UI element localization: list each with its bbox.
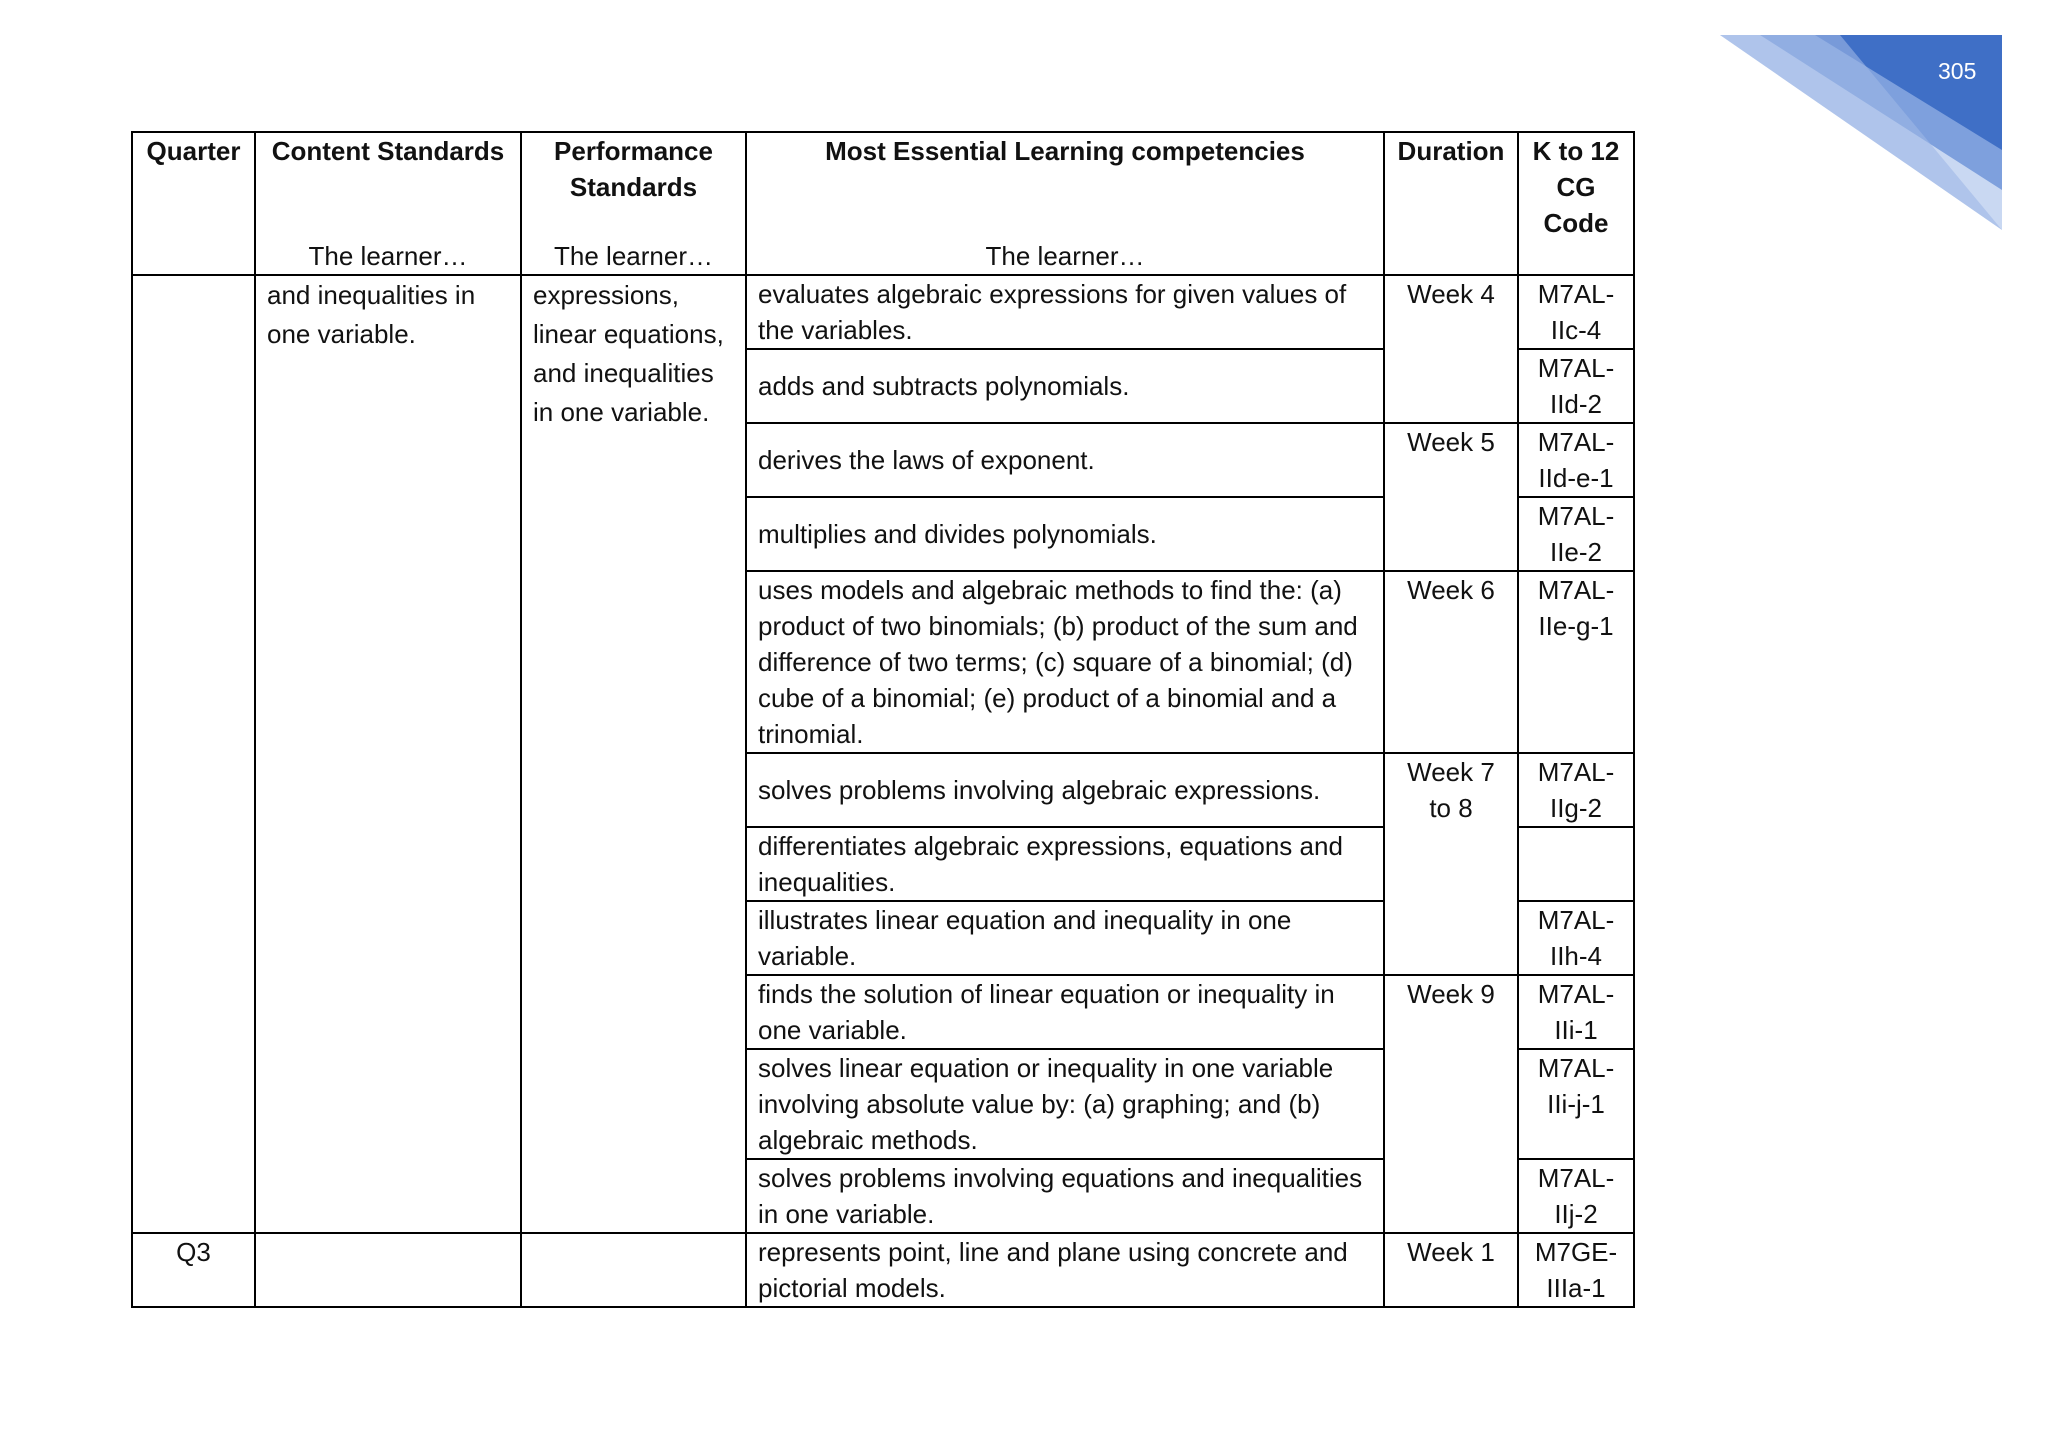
page-number: 305 [1938,58,1977,84]
code-cell: M7GE-IIIa-1 [1518,1233,1634,1307]
header-content-label: Content Standards [271,136,505,166]
header-content-standards [255,132,521,275]
duration-cell: Week 6 [1384,571,1518,753]
performance-standard-cell [521,1233,746,1307]
content-standard-cell [255,1233,521,1307]
competency-cell: uses models and algebraic methods to find the: (a) product of two binomials; (b) product of the sum and difference of two terms; (c) square of a binomial; (d) cube of a binomial; (e) product of a binomial and a trinomial. [746,571,1384,753]
code-cell: M7AL-IIg-2 [1518,753,1634,827]
competency-cell: adds and subtracts polynomials. [746,349,1384,423]
header-competencies-learner: The learner… [985,241,1145,271]
table-row [132,275,1634,349]
performance-standard-cell: expressions, linear equations, and inequalities in one variable. [521,275,746,1233]
header-row [132,132,1634,275]
competency-cell: finds the solution of linear equation or inequality in one variable. [746,975,1384,1049]
header-quarter-label: Quarter [146,136,241,166]
header-quarter [132,132,255,275]
duration-cell: Week 1 [1384,1233,1518,1307]
code-cell: M7AL-IIc-4 [1518,275,1634,349]
table-row-q3 [132,1233,1634,1307]
header-competencies [746,132,1384,275]
code-cell: M7AL-IIi-1 [1518,975,1634,1049]
quarter-cell: Q3 [132,1233,255,1307]
content-standard-cell: and inequalities in one variable. [255,275,521,1233]
competency-cell: solves problems involving algebraic expressions. [746,753,1384,827]
competency-cell: differentiates algebraic expressions, equations and inequalities. [746,827,1384,901]
code-cell [1518,827,1634,901]
competency-cell: solves linear equation or inequality in one variable involving absolute value by: (a) graphing; and (b) algebraic methods. [746,1049,1384,1159]
code-cell: M7AL-IIe-2 [1518,497,1634,571]
duration-cell: Week 5 [1384,423,1518,571]
header-content-learner: The learner… [308,241,468,271]
competency-cell: illustrates linear equation and inequality in one variable. [746,901,1384,975]
quarter-cell [132,275,255,1233]
header-competencies-label: Most Essential Learning competencies [825,136,1305,166]
code-cell: M7AL-IIj-2 [1518,1159,1634,1233]
competency-cell: derives the laws of exponent. [746,423,1384,497]
competency-cell: solves problems involving equations and inequalities in one variable. [746,1159,1384,1233]
competency-cell: multiplies and divides polynomials. [746,497,1384,571]
header-cg-code [1518,132,1634,275]
duration-cell: Week 9 [1384,975,1518,1233]
code-cell: M7AL-IId-2 [1518,349,1634,423]
code-cell: M7AL-IIh-4 [1518,901,1634,975]
duration-cell: Week 7 to 8 [1384,753,1518,975]
header-duration-label: Duration [1397,136,1505,166]
competency-cell: represents point, line and plane using concrete and pictorial models. [746,1233,1384,1307]
header-duration [1384,132,1518,275]
header-code-label: K to 12 CG Code [1532,136,1620,238]
code-cell: M7AL-IIi-j-1 [1518,1049,1634,1159]
competency-cell: evaluates algebraic expressions for given values of the variables. [746,275,1384,349]
header-performance-label: Performance Standards [554,136,713,202]
header-performance-learner: The learner… [554,241,713,271]
header-performance-standards [521,132,746,275]
code-cell: M7AL-IIe-g-1 [1518,571,1634,753]
curriculum-table [131,131,1635,1308]
code-cell: M7AL-IId-e-1 [1518,423,1634,497]
duration-cell: Week 4 [1384,275,1518,423]
